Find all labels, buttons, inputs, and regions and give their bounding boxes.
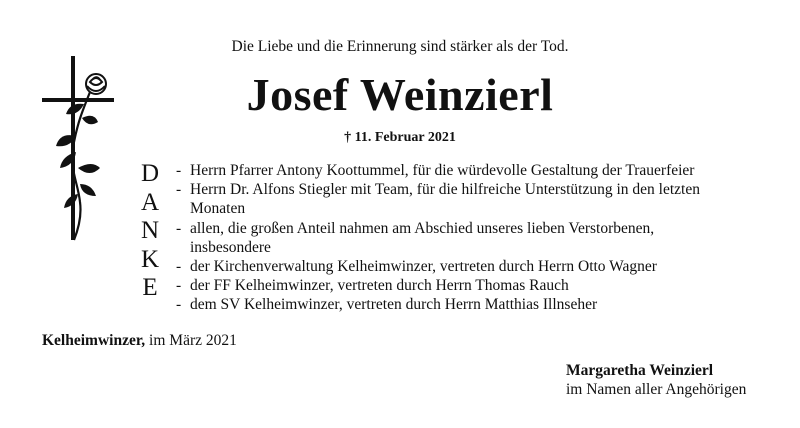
signer-role: im Namen aller Angehörigen bbox=[566, 381, 747, 398]
memorial-quote: Die Liebe und die Erinnerung sind stärker als der Tod. bbox=[231, 38, 569, 55]
signature-block bbox=[566, 361, 746, 399]
danke-letter: A bbox=[140, 188, 160, 216]
list-item: - der Kirchenverwaltung Kelheimwinzer, vertreten durch Herrn Otto Wagner bbox=[176, 257, 736, 276]
list-item: - dem SV Kelheimwinzer, vertreten durch Herrn Matthias Illnseher bbox=[176, 295, 736, 314]
place-name: Kelheimwinzer, bbox=[42, 332, 146, 349]
list-item: - Herrn Pfarrer Antony Koottummel, für die würdevolle Gestaltung der Trauerfeier bbox=[176, 161, 736, 180]
danke-letter: K bbox=[140, 245, 160, 273]
thanks-list bbox=[176, 161, 736, 315]
signer-name: Margaretha Weinzierl bbox=[566, 362, 714, 379]
list-item: - der FF Kelheimwinzer, vertreten durch Herrn Thomas Rauch bbox=[176, 276, 736, 295]
death-date: † 11. Februar 2021 bbox=[344, 130, 456, 145]
list-item: - Herrn Dr. Alfons Stiegler mit Team, für die hilfreiche Unterstützung in den letzten Monaten bbox=[176, 180, 736, 218]
danke-letter: E bbox=[142, 274, 158, 301]
danke-letter: D bbox=[140, 160, 160, 187]
deceased-name: Josef Weinzierl bbox=[246, 69, 554, 120]
danke-vertical bbox=[132, 160, 168, 303]
danke-letter: N bbox=[140, 217, 160, 244]
list-item: - allen, die großen Anteil nahmen am Abschied unseres lieben Verstorbenen, insbesondere bbox=[176, 219, 736, 257]
place-date bbox=[42, 332, 237, 350]
notice-date: im März 2021 bbox=[149, 332, 237, 349]
